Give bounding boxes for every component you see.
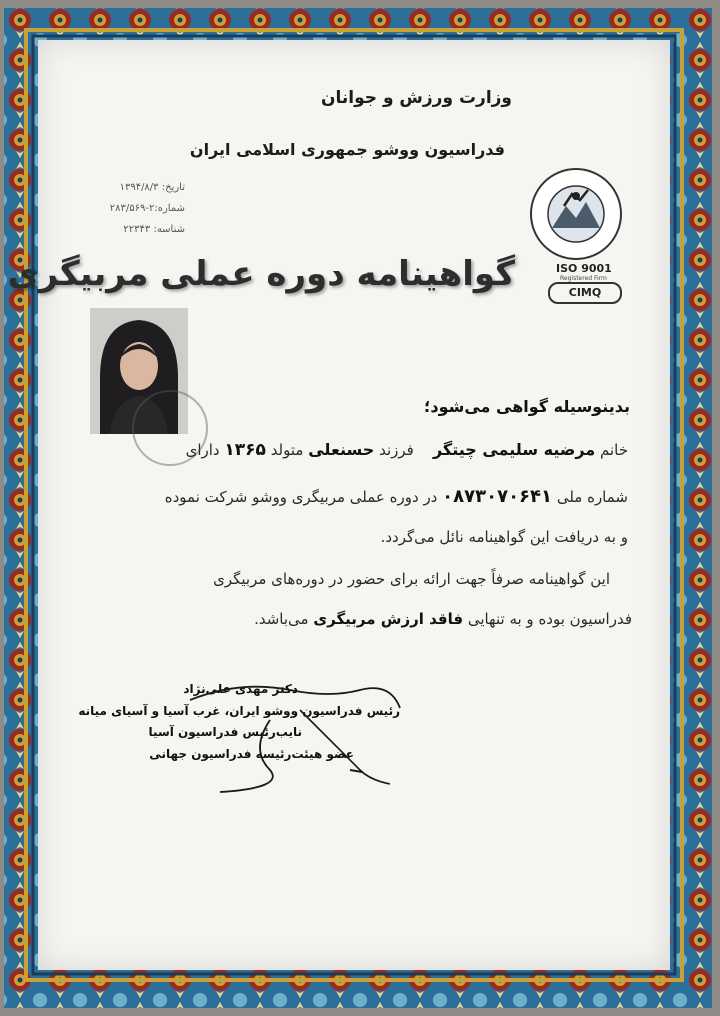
line-1: [186, 440, 628, 460]
federation-title: فدراسیون ووشو جمهوری اسلامی ایران: [189, 140, 505, 159]
signer-role-2: نایب‌رئیس فدراسیون آسیا: [148, 725, 302, 739]
wushu-emblem-icon: [528, 166, 624, 262]
course-text: در دوره عملی مربیگری ووشو شرکت نموده: [164, 488, 438, 506]
certificate-title: گواهینامه دوره عملی مربیگری: [7, 254, 515, 294]
national-id: ۰۸۷۳۰۷۰۶۴۱: [442, 486, 553, 507]
line-3: و به دریافت این گواهینامه نائل می‌گردد.: [380, 528, 628, 546]
line-4: این گواهینامه صرفاً جهت ارائه برای حضور در دوره‌های مربیگری: [213, 570, 610, 588]
title-mrs: خانم: [599, 441, 628, 459]
line-5: [254, 610, 632, 628]
signer-role-1: رئیس فدراسیون ووشو ایران، غرب آسیا و آسیای میانه: [78, 704, 400, 718]
federation-logo: [528, 166, 624, 262]
born-label: متولد: [270, 441, 304, 459]
no-coaching-value: فاقد ارزش مربیگری: [313, 610, 464, 628]
id-field: شناسه: ۲۲۳۴۳: [123, 224, 185, 235]
line-5-start: فدراسیون بوده و به تنهایی: [467, 610, 632, 628]
holder-of-label: دارای: [185, 441, 220, 459]
handwritten-signature: [100, 660, 420, 800]
ministry-title: وزارت ورزش و جوانان: [321, 88, 512, 108]
national-id-label: شماره ملی: [556, 488, 628, 506]
iso-registered: Registered Firm: [560, 275, 607, 282]
signer-role-3: عضو هیئت‌رئیسه فدراسیون جهانی: [149, 747, 354, 761]
birth-year: ۱۳۶۵: [224, 440, 266, 460]
iso-label: ISO 9001: [556, 262, 612, 275]
cimq-logo: CIMQ: [548, 282, 622, 304]
signer-name: دکتر مهدی علی‌نژاد: [183, 682, 298, 696]
number-field: شماره:۲-۲۸۳/۵۶۹: [109, 203, 185, 214]
line-2: [165, 486, 628, 507]
date-field: تاریخ: ۱۳۹۴/۸/۳: [119, 182, 185, 193]
father-name: حسنعلی: [308, 440, 375, 459]
holder-name: مرضیه سلیمی چیتگر: [432, 440, 596, 459]
intro-line: بدینوسیله گواهی می‌شود؛: [423, 397, 630, 416]
child-of-label: فرزند: [379, 441, 414, 459]
line-5-end: می‌باشد.: [254, 610, 309, 628]
